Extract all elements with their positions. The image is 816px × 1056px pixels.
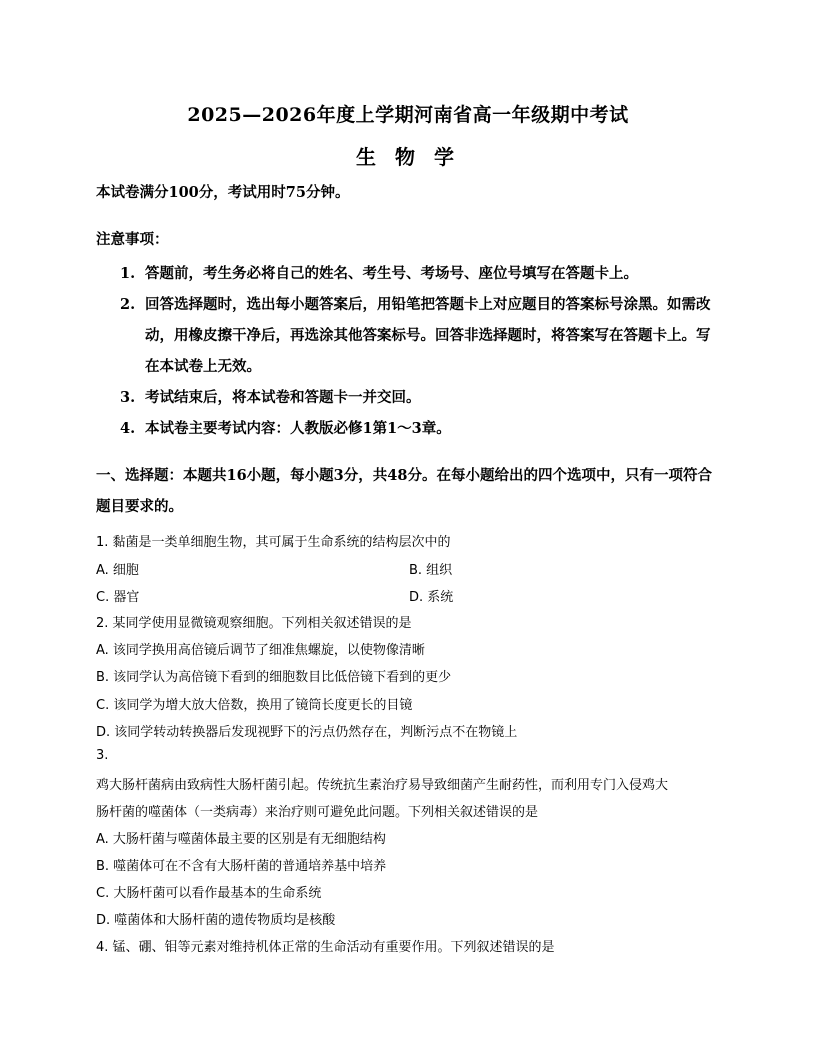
subject-title: 生 物 学 [356, 145, 460, 169]
note-text: 回答选择题时，选出每小题答案后，用铅笔把答题卡上对应题目的答案标号涂黑。如需改动，用橡皮擦干净后，再选涂其他答案标号。回答非选择题时，将答案写在答题卡上。写在本试卷上无效。 [145, 296, 711, 375]
q2-stem: 2. 某同学使用显微镜观察细胞。下列相关叙述错误的是 [96, 616, 412, 631]
exam-intro: 本试卷满分100分，考试用时75分钟。 [96, 184, 350, 201]
notes-list [120, 258, 720, 444]
note-number: 3. [120, 389, 136, 406]
q2-option-a: A. 该同学换用高倍镜后调节了细准焦螺旋，以使物像清晰 [96, 643, 425, 658]
note-text: 答题前，考生务必将自己的姓名、考生号、考场号、座位号填写在答题卡上。 [145, 265, 638, 282]
note-item [120, 413, 720, 444]
q3-stem-line1: 鸡大肠杆菌病由致病性大肠杆菌引起。传统抗生素治疗易导致细菌产生耐药性，而利用专门入侵鸡大 [96, 778, 669, 793]
note-number: 1. [120, 265, 136, 282]
q4-stem: 4. 锰、硼、钼等元素对维持机体正常的生命活动有重要作用。下列叙述错误的是 [96, 940, 555, 955]
q1-option-d: D. 系统 [409, 590, 454, 605]
note-text: 本试卷主要考试内容：人教版必修1第1～3章。 [145, 420, 451, 437]
note-number: 2. [120, 296, 136, 313]
q3-stem-line2: 肠杆菌的噬菌体（一类病毒）来治疗则可避免此问题。下列相关叙述错误的是 [96, 805, 539, 820]
notes-heading: 注意事项： [96, 231, 169, 248]
q3-option-c: C. 大肠杆菌可以看作最基本的生命系统 [96, 886, 322, 901]
q1-option-c: C. 器官 [96, 590, 140, 605]
q3-number: 3. [96, 748, 109, 763]
q1-option-b: B. 组织 [409, 563, 453, 578]
note-text: 考试结束后，将本试卷和答题卡一并交回。 [145, 389, 421, 406]
section-heading: 一、选择题：本题共16小题，每小题3分，共48分。在每小题给出的四个选项中，只有一项符合题目要求的。 [96, 467, 712, 515]
note-number: 4. [120, 420, 136, 437]
q3-option-a: A. 大肠杆菌与噬菌体最主要的区别是有无细胞结构 [96, 832, 386, 847]
exam-title: 2025—2026年度上学期河南省高一年级期中考试 [187, 104, 629, 126]
q2-option-d: D. 该同学转动转换器后发现视野下的污点仍然存在，判断污点不在物镜上 [96, 725, 518, 740]
q3-option-b: B. 噬菌体可在不含有大肠杆菌的普通培养基中培养 [96, 859, 387, 874]
note-item [120, 382, 720, 413]
q1-stem: 1. 黏菌是一类单细胞生物，其可属于生命系统的结构层次中的 [96, 535, 451, 550]
q2-option-b: B. 该同学认为高倍镜下看到的细胞数目比低倍镜下看到的更少 [96, 670, 452, 685]
note-item [120, 289, 720, 382]
q2-option-c: C. 该同学为增大放大倍数，换用了镜筒长度更长的目镜 [96, 698, 413, 713]
q1-option-a: A. 细胞 [96, 563, 139, 578]
q3-option-d: D. 噬菌体和大肠杆菌的遗传物质均是核酸 [96, 913, 336, 928]
note-item [120, 258, 720, 289]
